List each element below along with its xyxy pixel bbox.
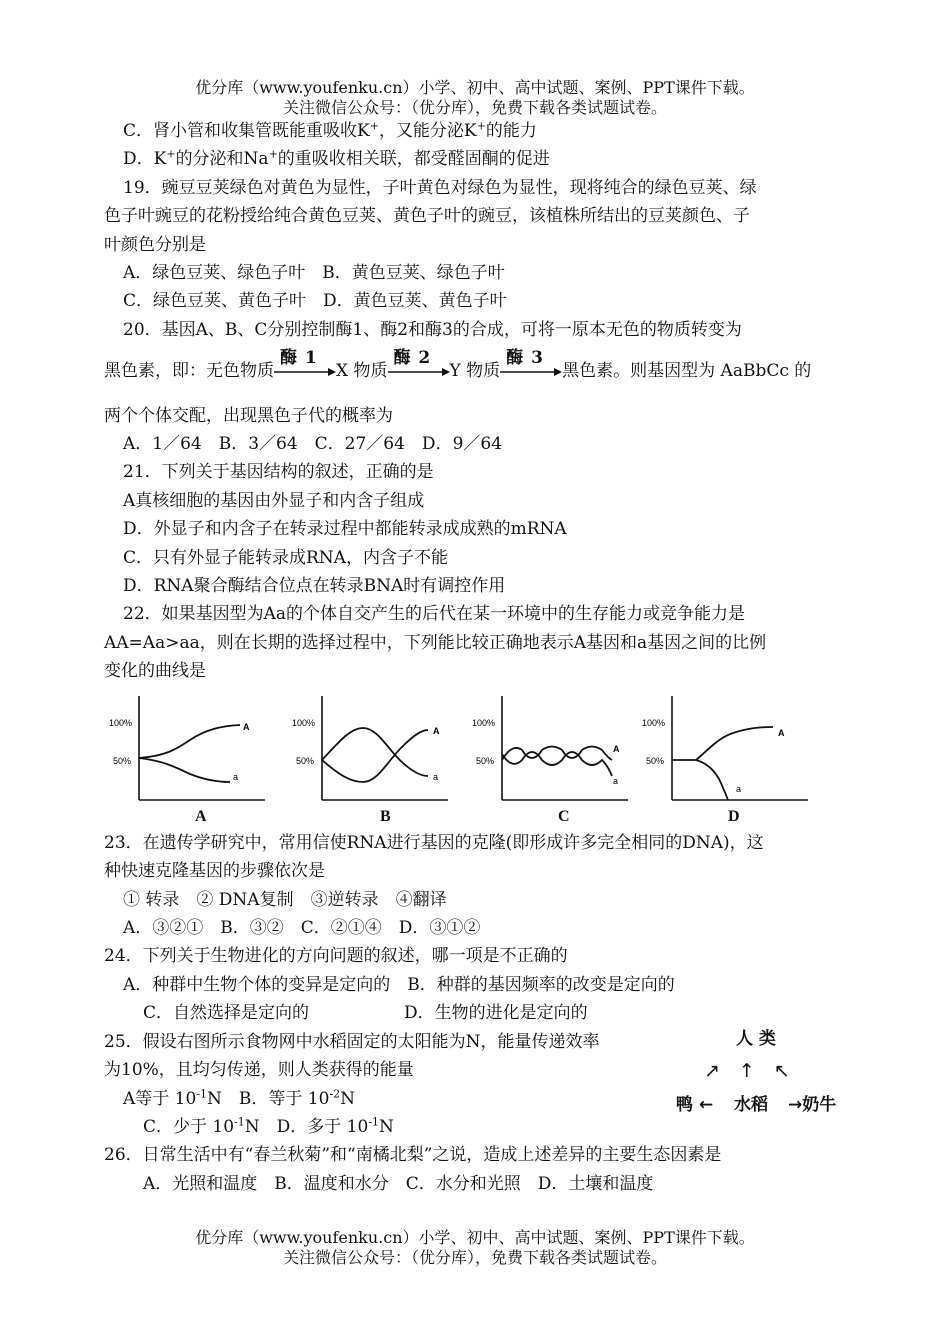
svg-text:A: A xyxy=(243,722,250,732)
q23-steps: ① 转录 ② DNA复制 ③逆转录 ④翻译 xyxy=(123,890,447,910)
q26-stem: 26．日常生活中有“春兰秋菊”和“南橘北梨”之说，造成上述差异的主要生态因素是 xyxy=(104,1145,722,1165)
svg-text:a: a xyxy=(233,772,239,782)
food-web-rice: 水稻 xyxy=(734,1095,768,1115)
q25-options-ab: A等于 $10^{-1}N$ B．等于 $10^{-2}N$ xyxy=(123,1087,356,1109)
q21-option-d1: D．外显子和内含子在转录过程中都能转录成成熟的mRNA xyxy=(123,519,567,539)
food-web-arrows: ↗ ↑ ↖ xyxy=(704,1060,790,1082)
q21-option-d2: D．RNA聚合酶结合位点在转录BNA时有调控作用 xyxy=(123,576,506,596)
enzyme2-arrow: 酶 2 xyxy=(388,359,450,385)
graph-d xyxy=(638,688,813,806)
q25-stem-2: 为10%，且均匀传递，则人类获得的能量 xyxy=(104,1060,414,1080)
q24-options-ab: A．种群中生物个体的变异是定向的 B．种群的基因频率的改变是定向的 xyxy=(123,975,675,995)
food-web-humans: 人 类 xyxy=(736,1029,776,1049)
q18-option-c: C．肾小管和收集管既能重吸收K+，又能分泌K+的能力 xyxy=(123,119,537,141)
q19-stem-3: 叶颜色分别是 xyxy=(104,235,206,255)
curve-a xyxy=(502,752,612,776)
food-web-cow: →奶牛 xyxy=(788,1095,837,1115)
curve-A xyxy=(502,747,612,761)
curve-A xyxy=(139,725,240,758)
graph-c-caption: C xyxy=(558,808,570,825)
q26-options: A．光照和温度 B．温度和水分 C．水分和光照 D．土壤和温度 xyxy=(143,1174,654,1194)
q22-stem-1: 22．如果基因型为Aa的个体自交产生的后代在某一环境中的生存能力或竞争能力是 xyxy=(123,604,746,624)
q22-stem-2: AA=Aa>aa，则在长期的选择过程中，下列能比较正确地表示A基因和a基因之间的比例 xyxy=(104,633,767,653)
curve-a xyxy=(139,758,230,782)
svg-text:a: a xyxy=(613,776,619,786)
q20-options: A．1／64 B．3／64 C．27／64 D．9／64 xyxy=(123,434,503,454)
q23-stem-2: 种快速克隆基因的步骤依次是 xyxy=(104,861,325,881)
q19-options-ab: A．绿色豆荚、绿色子叶 B．黄色豆荚、绿色子叶 xyxy=(123,263,505,283)
q21-option-c: C．只有外显子能转录成RNA，内含子不能 xyxy=(123,548,448,568)
q20-pathway: 黑色素，即：无色物质 酶 1 X 物质 酶 2 Y 物质 酶 3 黑色素。则基因型为 AaBbCc 的 xyxy=(104,358,811,385)
y-label-100: 100% xyxy=(109,718,133,728)
header-line-1: 优分库（www.youfenku.cn）小学、初中、高中试题、案例、PPT课件下载。 xyxy=(195,78,755,97)
curve-A xyxy=(696,727,773,760)
q24-stem: 24．下列关于生物进化的方向问题的叙述，哪一项是不正确的 xyxy=(104,946,568,966)
header-line-2: 关注微信公众号：（优分库），免费下载各类试题试卷。 xyxy=(282,98,667,117)
svg-text:100%: 100% xyxy=(472,718,496,728)
q19-stem-1: 19．豌豆豆荚绿色对黄色为显性，子叶黄色对绿色为显性，现将纯合的绿色豆荚、绿 xyxy=(123,178,757,198)
svg-text:a: a xyxy=(433,772,439,782)
svg-text:50%: 50% xyxy=(476,756,495,766)
graph-a xyxy=(105,688,270,806)
curve-A xyxy=(322,730,428,782)
q25-options-cd: C．少于 $10^{-1}N$ D．多于 $10^{-1}N$ xyxy=(143,1115,394,1137)
q21-option-a: A真核细胞的基因由外显子和内含子组成 xyxy=(123,491,425,511)
footer-line-1: 优分库（www.youfenku.cn）小学、初中、高中试题、案例、PPT课件下载。 xyxy=(195,1228,755,1247)
q23-options: A．③②① B．③② C．②①④ D．③①② xyxy=(123,918,481,938)
enzyme3-arrow: 酶 3 xyxy=(500,359,562,385)
svg-text:A: A xyxy=(778,728,785,738)
svg-text:50%: 50% xyxy=(646,756,665,766)
q25-stem-1: 25．假设右图所示食物网中水稻固定的太阳能为N，能量传递效率 xyxy=(104,1032,600,1052)
svg-text:100%: 100% xyxy=(642,718,666,728)
q19-options-cd: C．绿色豆荚、黄色子叶 D．黄色豆荚、黄色子叶 xyxy=(123,291,507,311)
svg-text:50%: 50% xyxy=(296,756,315,766)
svg-text:100%: 100% xyxy=(292,718,316,728)
q20-stem-1: 20．基因A、B、C分别控制酶1、酶2和酶3的合成，可将一原本无色的物质转变为 xyxy=(123,320,742,340)
q22-stem-3: 变化的曲线是 xyxy=(104,661,206,681)
y-label-50: 50% xyxy=(113,756,132,766)
svg-text:a: a xyxy=(736,784,742,794)
svg-text:A: A xyxy=(433,726,440,736)
svg-text:A: A xyxy=(613,744,620,754)
curve-a xyxy=(696,760,728,800)
food-web-duck: 鸭 ← xyxy=(676,1095,714,1115)
q24-option-c: C．自然选择是定向的 xyxy=(143,1003,310,1023)
q21-stem: 21．下列关于基因结构的叙述，正确的是 xyxy=(123,462,434,482)
graph-b xyxy=(288,688,453,806)
enzyme1-arrow: 酶 1 xyxy=(274,359,336,385)
curve-a xyxy=(322,728,428,776)
q24-option-d: D．生物的进化是定向的 xyxy=(404,1003,588,1023)
graph-b-caption: B xyxy=(380,808,391,825)
q20-stem-3: 两个个体交配，出现黑色子代的概率为 xyxy=(104,406,393,426)
graph-d-caption: D xyxy=(728,808,740,825)
q23-stem-1: 23．在遗传学研究中，常用信使RNA进行基因的克隆(即形成许多完全相同的DNA)，这 xyxy=(104,833,764,853)
graph-c xyxy=(468,688,633,806)
footer-line-2: 关注微信公众号：（优分库），免费下载各类试题试卷。 xyxy=(282,1248,667,1267)
q18-option-d: D．K+的分泌和Na+的重吸收相关联，都受醛固酮的促进 xyxy=(123,147,550,169)
q19-stem-2: 色子叶豌豆的花粉授给纯合黄色豆荚、黄色子叶的豌豆，该植株所结出的豆荚颜色、子 xyxy=(104,206,750,226)
graph-a-caption: A xyxy=(195,808,207,825)
